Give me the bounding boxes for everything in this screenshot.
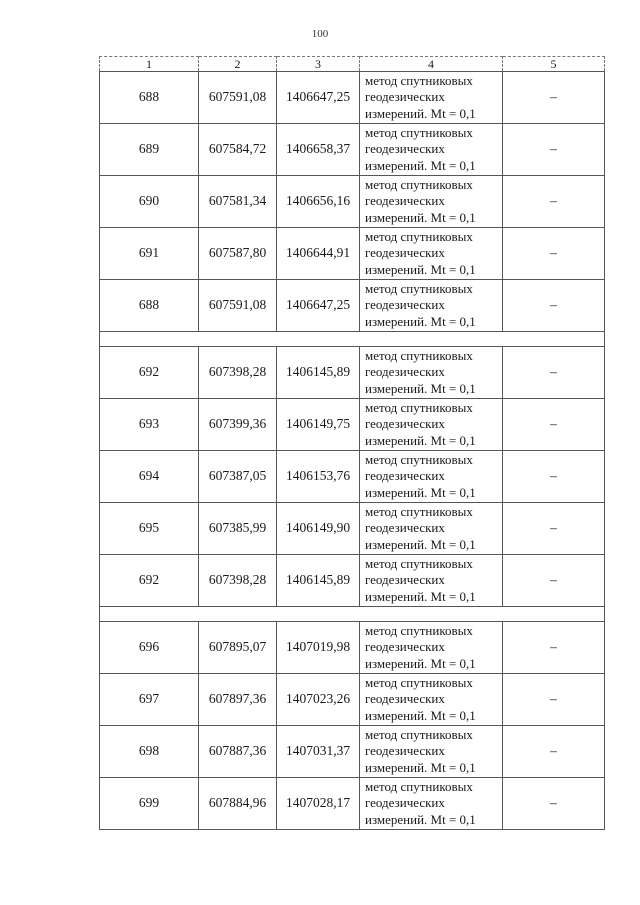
x-coordinate-cell: 607897,36 (199, 674, 277, 726)
method-line: геодезических (365, 364, 445, 380)
x-coordinate-cell: 607387,05 (199, 451, 277, 503)
method-line: метод спутниковых (365, 622, 473, 638)
method-line: измерений. Mt = 0,1 (365, 380, 476, 396)
x-coordinate-cell: 607584,72 (199, 124, 277, 176)
method-line: измерений. Mt = 0,1 (365, 536, 476, 552)
point-number-cell: 692 (100, 555, 199, 607)
method-line: измерений. Mt = 0,1 (365, 588, 476, 604)
method-cell (360, 124, 503, 176)
method-line: измерений. Mt = 0,1 (365, 707, 476, 723)
x-coordinate-cell: 607398,28 (199, 347, 277, 399)
table-row (100, 124, 605, 176)
point-number-cell: 696 (100, 622, 199, 674)
x-coordinate-cell: 607884,96 (199, 778, 277, 830)
header-col-3: 3 (277, 57, 360, 72)
point-number-cell: 697 (100, 674, 199, 726)
method-line: измерений. Mt = 0,1 (365, 261, 476, 277)
table-row (100, 503, 605, 555)
table-row (100, 347, 605, 399)
method-line: метод спутниковых (365, 399, 473, 415)
method-line: метод спутниковых (365, 451, 473, 467)
y-coordinate-cell: 1406153,76 (277, 451, 360, 503)
point-number-cell: 690 (100, 176, 199, 228)
method-line: геодезических (365, 89, 445, 105)
table-row (100, 399, 605, 451)
note-dash-cell: – (503, 280, 605, 332)
note-dash-cell: – (503, 347, 605, 399)
method-line: геодезических (365, 795, 445, 811)
table-row (100, 280, 605, 332)
method-line: метод спутниковых (365, 674, 473, 690)
point-number-cell: 691 (100, 228, 199, 280)
method-line: метод спутниковых (365, 280, 473, 296)
method-line: метод спутниковых (365, 726, 473, 742)
table-row (100, 778, 605, 830)
point-number-cell: 693 (100, 399, 199, 451)
point-number-cell: 688 (100, 72, 199, 124)
method-line: метод спутниковых (365, 124, 473, 140)
note-dash-cell: – (503, 72, 605, 124)
method-line: геодезических (365, 416, 445, 432)
table-row (100, 674, 605, 726)
point-number-cell: 694 (100, 451, 199, 503)
x-coordinate-cell: 607399,36 (199, 399, 277, 451)
method-line: измерений. Mt = 0,1 (365, 759, 476, 775)
separator-cell (100, 332, 605, 347)
method-line: геодезических (365, 141, 445, 157)
method-cell (360, 503, 503, 555)
note-dash-cell: – (503, 176, 605, 228)
y-coordinate-cell: 1407019,98 (277, 622, 360, 674)
method-cell (360, 347, 503, 399)
header-col-2: 2 (199, 57, 277, 72)
method-line: метод спутниковых (365, 347, 473, 363)
y-coordinate-cell: 1406658,37 (277, 124, 360, 176)
y-coordinate-cell: 1407031,37 (277, 726, 360, 778)
x-coordinate-cell: 607895,07 (199, 622, 277, 674)
x-coordinate-cell: 607587,80 (199, 228, 277, 280)
group-separator-row (100, 607, 605, 622)
method-line: метод спутниковых (365, 555, 473, 571)
table-row (100, 72, 605, 124)
method-cell (360, 176, 503, 228)
y-coordinate-cell: 1406149,75 (277, 399, 360, 451)
y-coordinate-cell: 1406656,16 (277, 176, 360, 228)
method-line: геодезических (365, 572, 445, 588)
method-line: метод спутниковых (365, 503, 473, 519)
note-dash-cell: – (503, 503, 605, 555)
method-cell (360, 726, 503, 778)
method-cell (360, 778, 503, 830)
method-cell (360, 228, 503, 280)
note-dash-cell: – (503, 674, 605, 726)
point-number-cell: 689 (100, 124, 199, 176)
method-line: геодезических (365, 297, 445, 313)
point-number-cell: 695 (100, 503, 199, 555)
y-coordinate-cell: 1407028,17 (277, 778, 360, 830)
separator-cell (100, 607, 605, 622)
method-cell (360, 280, 503, 332)
x-coordinate-cell: 607887,36 (199, 726, 277, 778)
x-coordinate-cell: 607581,34 (199, 176, 277, 228)
note-dash-cell: – (503, 124, 605, 176)
note-dash-cell: – (503, 726, 605, 778)
method-cell (360, 674, 503, 726)
method-line: измерений. Mt = 0,1 (365, 432, 476, 448)
header-col-5: 5 (503, 57, 605, 72)
method-line: измерений. Mt = 0,1 (365, 484, 476, 500)
note-dash-cell: – (503, 622, 605, 674)
note-dash-cell: – (503, 451, 605, 503)
method-line: геодезических (365, 520, 445, 536)
method-line: геодезических (365, 691, 445, 707)
method-line: геодезических (365, 743, 445, 759)
method-line: геодезических (365, 468, 445, 484)
y-coordinate-cell: 1406145,89 (277, 347, 360, 399)
table-row (100, 726, 605, 778)
method-cell (360, 555, 503, 607)
method-line: измерений. Mt = 0,1 (365, 209, 476, 225)
note-dash-cell: – (503, 555, 605, 607)
x-coordinate-cell: 607398,28 (199, 555, 277, 607)
method-cell (360, 399, 503, 451)
y-coordinate-cell: 1407023,26 (277, 674, 360, 726)
note-dash-cell: – (503, 399, 605, 451)
method-line: измерений. Mt = 0,1 (365, 157, 476, 173)
coordinates-table (99, 56, 605, 830)
point-number-cell: 688 (100, 280, 199, 332)
method-line: измерений. Mt = 0,1 (365, 105, 476, 121)
method-line: метод спутниковых (365, 778, 473, 794)
y-coordinate-cell: 1406145,89 (277, 555, 360, 607)
note-dash-cell: – (503, 778, 605, 830)
page-number: 100 (311, 28, 329, 40)
table-row (100, 451, 605, 503)
group-separator-row (100, 332, 605, 347)
y-coordinate-cell: 1406644,91 (277, 228, 360, 280)
table-row (100, 228, 605, 280)
method-line: метод спутниковых (365, 228, 473, 244)
point-number-cell: 692 (100, 347, 199, 399)
x-coordinate-cell: 607591,08 (199, 280, 277, 332)
x-coordinate-cell: 607385,99 (199, 503, 277, 555)
method-line: измерений. Mt = 0,1 (365, 811, 476, 827)
table-row (100, 555, 605, 607)
method-line: геодезических (365, 193, 445, 209)
y-coordinate-cell: 1406647,25 (277, 280, 360, 332)
method-cell (360, 451, 503, 503)
point-number-cell: 698 (100, 726, 199, 778)
table-row (100, 176, 605, 228)
method-cell (360, 72, 503, 124)
y-coordinate-cell: 1406647,25 (277, 72, 360, 124)
point-number-cell: 699 (100, 778, 199, 830)
header-row (100, 57, 605, 72)
method-line: метод спутниковых (365, 72, 473, 88)
method-line: геодезических (365, 639, 445, 655)
y-coordinate-cell: 1406149,90 (277, 503, 360, 555)
table-row (100, 622, 605, 674)
method-line: геодезических (365, 245, 445, 261)
method-line: измерений. Mt = 0,1 (365, 313, 476, 329)
method-line: метод спутниковых (365, 176, 473, 192)
header-col-1: 1 (100, 57, 199, 72)
x-coordinate-cell: 607591,08 (199, 72, 277, 124)
method-line: измерений. Mt = 0,1 (365, 655, 476, 671)
note-dash-cell: – (503, 228, 605, 280)
header-col-4: 4 (360, 57, 503, 72)
method-cell (360, 622, 503, 674)
